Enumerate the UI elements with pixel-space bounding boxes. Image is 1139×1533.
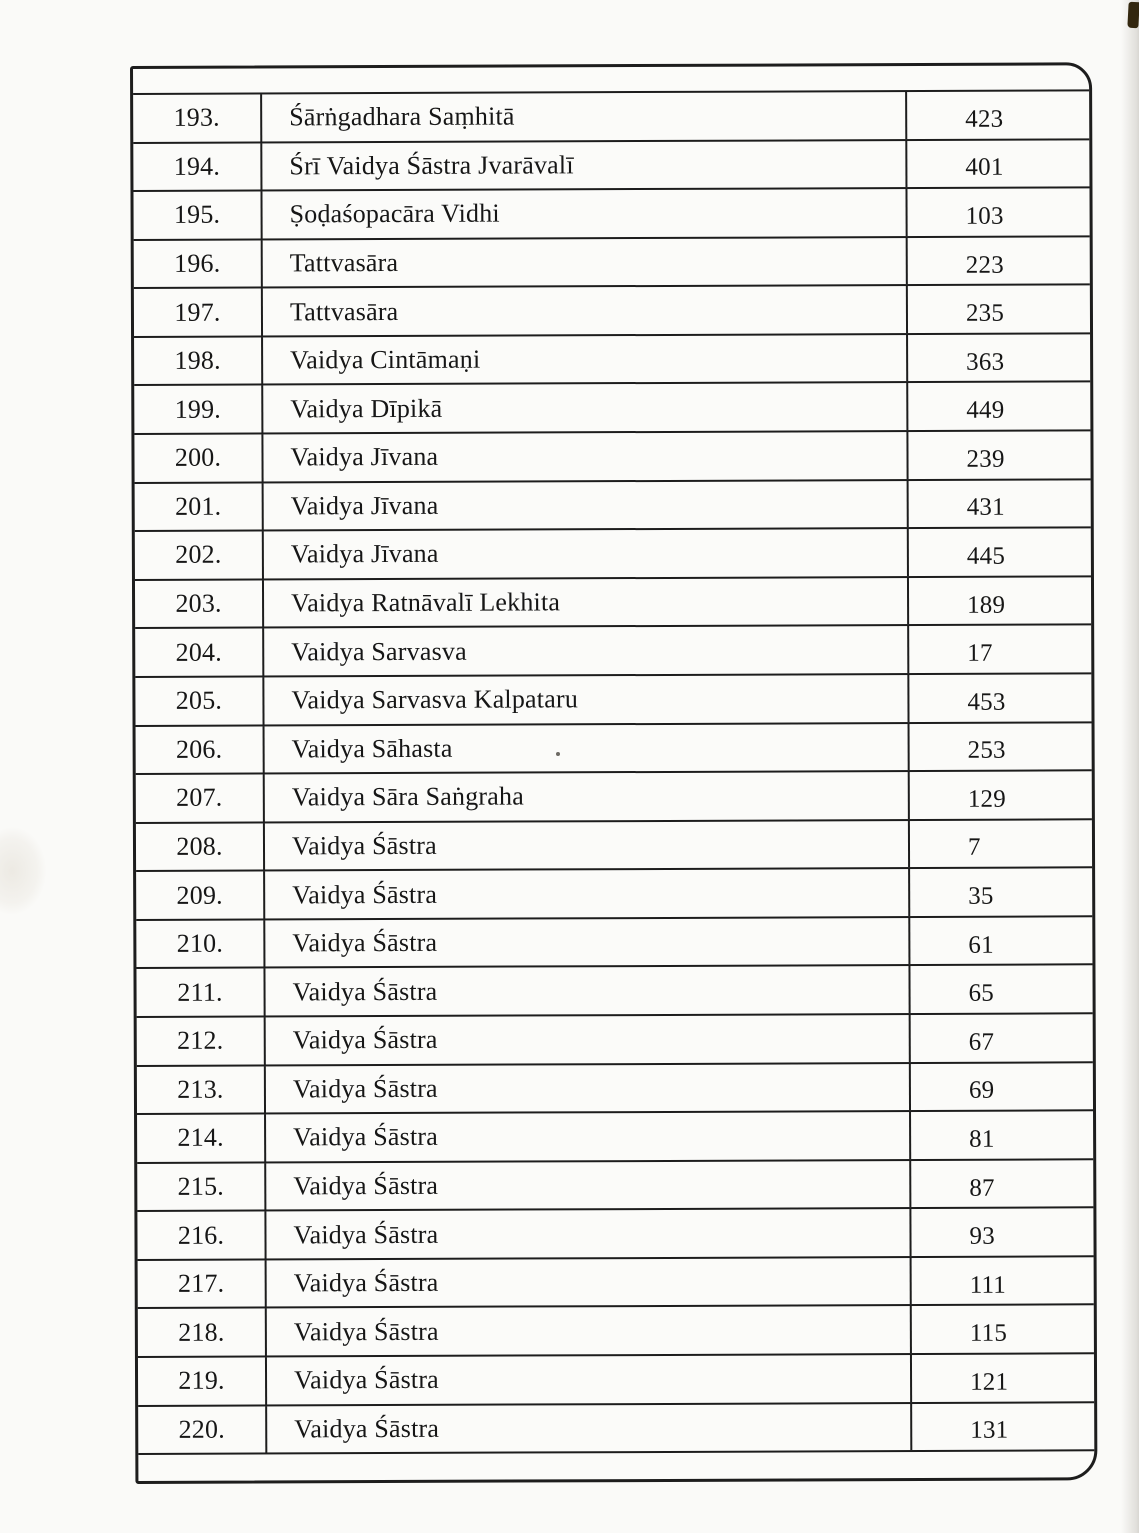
table-top-strip: [133, 65, 1089, 95]
row-serial: 216.: [137, 1212, 266, 1259]
table-bottom-strip: [138, 1451, 1094, 1481]
row-title: Vaidya Śāstra: [293, 1267, 439, 1298]
row-title: Vaidya Sarvasva: [291, 636, 467, 667]
row-title: Vaidya Śāstra: [292, 879, 438, 909]
table-row: [137, 1160, 1093, 1212]
row-page: 223: [906, 237, 1090, 284]
row-page: 35: [908, 869, 1092, 916]
binding-mark: [1127, 2, 1139, 29]
row-title: Vaidya Sarvasva Kalpataru: [291, 684, 579, 715]
row-title: Vaidya Dīpikā: [290, 393, 443, 424]
row-serial: 220.: [138, 1406, 267, 1453]
row-title: Vaidya Jīvana: [290, 539, 439, 569]
row-serial: 203.: [135, 580, 264, 627]
row-serial: 209.: [136, 872, 265, 919]
table-row: [137, 1014, 1093, 1066]
row-title: Vaidya Śāstra: [293, 1170, 439, 1201]
row-title: Tattvasāra: [289, 296, 399, 326]
row-page: 431: [907, 480, 1091, 527]
page-edge-shadow: [1121, 0, 1139, 1533]
table-row: [138, 1306, 1094, 1358]
ink-speck: [556, 752, 560, 756]
table-row: [134, 286, 1090, 338]
row-page: 121: [910, 1354, 1094, 1401]
row-title: Vaidya Śāstra: [292, 1073, 438, 1104]
table-row: [137, 1111, 1093, 1163]
table-row: [134, 237, 1090, 289]
row-page: 129: [908, 771, 1092, 818]
table-row: [133, 91, 1089, 143]
row-title: Vaidya Śāstra: [292, 1025, 438, 1055]
row-title: Vaidya Jīvana: [290, 490, 439, 521]
punch-hole-shadow: [0, 812, 58, 930]
row-title: Vaidya Ratnāvalī Lekhita: [291, 587, 561, 618]
table-row: [136, 917, 1092, 969]
row-serial: 218.: [138, 1309, 267, 1356]
row-serial: 199.: [134, 386, 263, 433]
row-serial: 217.: [138, 1260, 267, 1307]
row-page: 87: [909, 1160, 1093, 1207]
row-page: 449: [906, 383, 1090, 430]
row-page: 253: [908, 723, 1092, 770]
table-row: [136, 869, 1092, 921]
row-title: Tattvasāra: [289, 247, 399, 278]
row-serial: 202.: [135, 532, 264, 579]
row-serial: 210.: [136, 920, 265, 967]
table-row: [136, 723, 1092, 775]
row-serial: 197.: [134, 289, 263, 336]
table-row: [134, 431, 1090, 483]
row-serial: 204.: [135, 629, 264, 676]
row-page: 235: [906, 286, 1090, 333]
table-row: [136, 966, 1092, 1018]
table-row: [136, 771, 1092, 823]
row-serial: 208.: [136, 823, 265, 870]
table-row: [137, 1063, 1093, 1115]
row-page: 67: [909, 1014, 1093, 1061]
row-serial: 215.: [137, 1163, 266, 1210]
row-title: Vaidya Śāstra: [294, 1413, 440, 1444]
table-row: [138, 1354, 1094, 1406]
row-serial: 195.: [133, 192, 262, 239]
row-title: Vaidya Śāstra: [292, 976, 438, 1007]
row-page: 189: [907, 577, 1091, 624]
row-serial: 212.: [137, 1017, 266, 1064]
row-page: 111: [910, 1257, 1094, 1304]
row-title: Vaidya Jīvana: [290, 442, 439, 472]
row-serial: 214.: [137, 1115, 266, 1162]
row-title: Vaidya Sāra Saṅgraha: [291, 781, 525, 812]
row-serial: 205.: [135, 677, 264, 724]
table-row: [135, 529, 1091, 581]
row-serial: 206.: [136, 726, 265, 773]
row-page: 131: [910, 1403, 1094, 1450]
table-row: [136, 820, 1092, 872]
row-title: Ṣoḍaśopacāra Vidhi: [289, 199, 500, 229]
table-rows: [133, 91, 1094, 1455]
table-row: [135, 480, 1091, 532]
row-title: Vaidya Śāstra: [293, 1365, 439, 1395]
row-page: 363: [906, 334, 1090, 381]
row-title: Śārṅgadhara Saṃhitā: [289, 101, 515, 132]
table-row: [133, 140, 1089, 192]
row-serial: 211.: [136, 969, 265, 1016]
row-page: 61: [908, 917, 1092, 964]
row-title: Vaidya Cintāmaṇi: [290, 344, 481, 375]
table-row: [138, 1403, 1094, 1455]
row-serial: 207.: [136, 775, 265, 822]
index-table: [130, 62, 1097, 1484]
row-page: 65: [908, 966, 1092, 1013]
row-serial: 198.: [134, 337, 263, 384]
row-page: 81: [909, 1111, 1093, 1158]
row-title: Vaidya Śāstra: [293, 1316, 439, 1347]
table-row: [135, 626, 1091, 678]
row-page: 423: [905, 91, 1089, 138]
row-serial: 196.: [134, 240, 263, 287]
row-page: 453: [907, 674, 1091, 721]
row-title: Vaidya Śāstra: [291, 830, 437, 861]
row-page: 69: [909, 1063, 1093, 1110]
row-title: Vaidya Śāstra: [293, 1219, 439, 1249]
row-page: 239: [906, 431, 1090, 478]
table-row: [133, 188, 1089, 240]
row-page: 93: [909, 1209, 1093, 1256]
row-title: Śrī Vaidya Śāstra Jvarāvalī: [289, 150, 574, 181]
row-serial: 201.: [135, 483, 264, 530]
row-page: 7: [908, 820, 1092, 867]
row-title: Vaidya Sāhasta: [291, 733, 453, 764]
row-page: 401: [905, 140, 1089, 187]
table-row: [135, 577, 1091, 629]
row-serial: 200.: [134, 435, 263, 482]
table-row: [138, 1257, 1094, 1309]
table-row: [137, 1209, 1093, 1261]
row-page: 103: [905, 188, 1089, 235]
row-page: 17: [907, 626, 1091, 673]
row-serial: 194.: [133, 143, 262, 190]
table-row: [134, 334, 1090, 386]
row-title: Vaidya Śāstra: [293, 1122, 439, 1152]
row-serial: 219.: [138, 1358, 267, 1405]
table-row: [134, 383, 1090, 435]
table-row: [135, 674, 1091, 726]
row-title: Vaidya Śāstra: [292, 927, 438, 958]
row-serial: 213.: [137, 1066, 266, 1113]
row-serial: 193.: [133, 94, 262, 141]
row-page: 445: [907, 529, 1091, 576]
row-page: 115: [910, 1306, 1094, 1353]
